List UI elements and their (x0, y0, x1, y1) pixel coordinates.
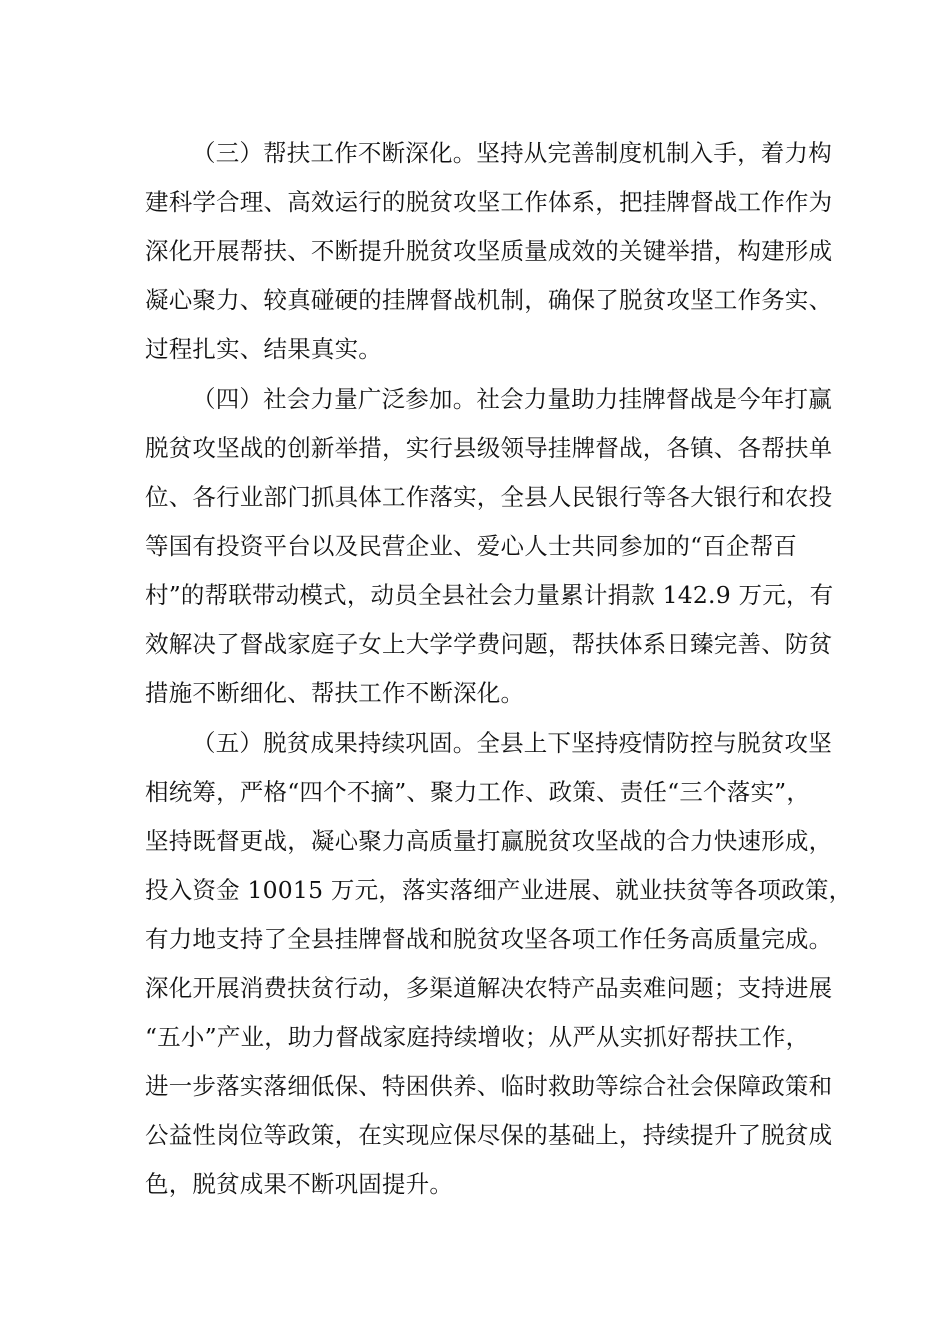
paragraph-3-line-5: 过程扎实、结果真实。 (145, 335, 382, 363)
paragraph-5-line-1: （五）脱贫成果持续巩固。全县上下坚持疫情防控与脱贫攻坚 (192, 729, 832, 757)
paragraph-5-line-6: 深化开展消费扶贫行动，多渠道解决农特产品卖难问题；支持进展 (145, 974, 833, 1002)
paragraph-5-line-10: 色，脱贫成果不断巩固提升。 (145, 1170, 454, 1198)
paragraph-4-line-7: 措施不断细化、帮扶工作不断深化。 (145, 679, 525, 707)
paragraph-5-line-9: 公益性岗位等政策，在实现应保尽保的基础上，持续提升了脱贫成 (145, 1121, 833, 1149)
paragraph-4-line-2: 脱贫攻坚战的创新举措，实行县级领导挂牌督战，各镇、各帮扶单 (145, 434, 833, 462)
paragraph-3-line-1: （三）帮扶工作不断深化。坚持从完善制度机制入手，着力构 (192, 139, 832, 167)
paragraph-5-line-3: 坚持既督更战，凝心聚力高质量打赢脱贫攻坚战的合力快速形成， (145, 827, 833, 855)
paragraph-3-line-2: 建科学合理、高效运行的脱贫攻坚工作体系，把挂牌督战工作作为 (145, 188, 833, 216)
paragraph-3-line-4: 凝心聚力、较真碰硬的挂牌督战机制，确保了脱贫攻坚工作务实、 (145, 286, 833, 314)
paragraph-4-line-6: 效解决了督战家庭子女上大学学费问题，帮扶体系日臻完善、防贫 (145, 630, 833, 658)
paragraph-3-line-3: 深化开展帮扶、不断提升脱贫攻坚质量成效的关键举措，构建形成 (145, 237, 833, 265)
paragraph-4-line-3: 位、各行业部门抓具体工作落实，全县人民银行等各大银行和农投 (145, 483, 833, 511)
paragraph-5-line-2: 相统筹，严格“四个不摘”、聚力工作、政策、责任“三个落实”， (145, 778, 811, 806)
paragraph-4-line-1: （四）社会力量广泛参加。社会力量助力挂牌督战是今年打赢 (192, 385, 832, 413)
paragraph-5-line-8: 进一步落实落细低保、特困供养、临时救助等综合社会保障政策和 (145, 1072, 833, 1100)
paragraph-4-line-5: 村”的帮联带动模式，动员全县社会力量累计捐款 142.9 万元，有 (145, 581, 834, 609)
paragraph-5-line-7: “五小”产业，助力督战家庭持续增收；从严从实抓好帮扶工作， (145, 1023, 810, 1051)
paragraph-5-line-4: 投入资金 10015 万元，落实落细产业进展、就业扶贫等各项政策， (145, 876, 853, 904)
paragraph-5-line-5: 有力地支持了全县挂牌督战和脱贫攻坚各项工作任务高质量完成。 (145, 925, 833, 953)
paragraph-4-line-4: 等国有投资平台以及民营企业、爱心人士共同参加的“百企帮百 (145, 532, 798, 560)
